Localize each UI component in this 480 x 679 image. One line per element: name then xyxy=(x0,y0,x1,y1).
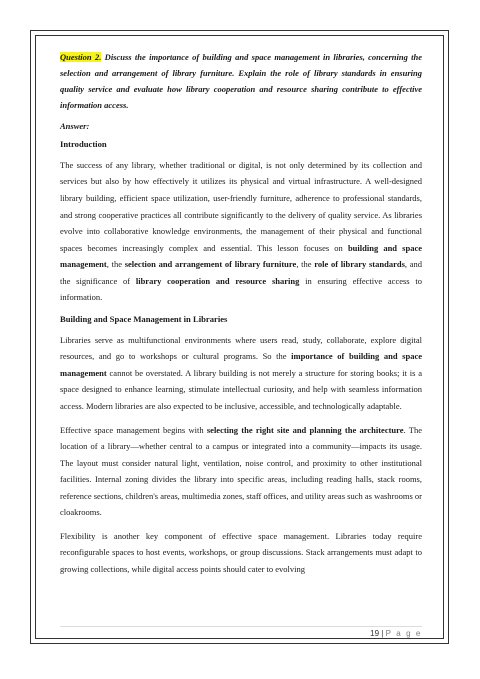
intro-text-5: in ensuring effective access to information. xyxy=(60,275,423,303)
building-space-paragraph-3: Flexibility is another key component of effective space management. Libraries today require reconfigurable spaces to host events, workshops, or group discussions. Stack arrangements must adapt to growing collections, while digital access points should cater to evolving xyxy=(60,530,422,575)
question-label: Question 2. xyxy=(60,52,102,62)
question-text xyxy=(60,49,422,114)
bsm2-text-1: Effective space management begins with xyxy=(60,424,207,435)
page-number: 19 xyxy=(370,629,380,638)
bsm2-text-2: . The location of a library—whether central to a campus or integrated into a community—impacts its usage. The layout must consider natural light, ventilation, noise control, and proximity to other institutional facilities. Internal zoning divides the library into specific areas, including reading halls, stack rooms, reference sections, children's areas, multimedia zones, staff offices, and utility areas such as washrooms or cloakrooms. xyxy=(60,424,422,518)
bsm1-bold: importance of building and space management xyxy=(60,351,422,378)
introduction-paragraph xyxy=(60,157,422,306)
page-content xyxy=(60,49,422,585)
bsm2-bold: selecting the right site and planning the architecture xyxy=(206,424,404,435)
intro-bold-2: selection and arrangement of library furniture xyxy=(124,259,297,270)
intro-text-2: , the xyxy=(106,259,125,270)
building-space-paragraph-2 xyxy=(60,422,422,521)
footer-divider xyxy=(60,626,422,627)
page-word: P a g e xyxy=(385,629,422,638)
intro-bold-4: library cooperation and resource sharing xyxy=(135,275,300,286)
answer-label: Answer: xyxy=(60,120,90,131)
bsm1-text-2: cannot be overstated. A library building is not merely a structure for storing books; it is a space designed to enhance learning, stimulate intellectual curiosity, and help with seamless information access. Modern libraries are also expected to be inclusive, accessible, and technologically adaptable. xyxy=(60,367,422,411)
introduction-heading: Introduction xyxy=(60,139,107,150)
building-space-paragraph-1 xyxy=(60,332,422,415)
intro-text-1: The success of any library, whether traditional or digital, is not only determined by its collection and services but also by how effectively it utilizes its physical and virtual infrastructure. A well-designed library building, efficient space utilization, user-friendly furniture, adherence to professional standards, and strong cooperative practices all contribute significantly to the delivery of quality service. As libraries evolve into collaborative knowledge environments, the management of their physical and functional spaces becomes increasingly complex and essential. This lesson focuses on xyxy=(60,159,422,253)
intro-bold-1: building and space management xyxy=(60,242,423,270)
intro-text-4: , and the significance of xyxy=(60,259,423,286)
intro-bold-3: role of library standards xyxy=(314,259,405,270)
question-body: Discuss the importance of building and space management in libraries, concerning the selection and arrangement of library furniture. Explain the role of library standards in ensuring quality service and evaluate how library cooperation and resource sharing contribute to effective information access. xyxy=(60,52,423,111)
bsm1-text-1: Libraries serve as multifunctional environments where users read, study, collaborate, explore digital resources, and go to workshops or cultural programs. So the xyxy=(60,334,422,362)
intro-text-3: , the xyxy=(296,259,315,270)
page-separator: | xyxy=(379,629,386,638)
page-number-footer xyxy=(370,629,422,638)
building-space-heading: Building and Space Management in Libraries xyxy=(60,313,228,324)
